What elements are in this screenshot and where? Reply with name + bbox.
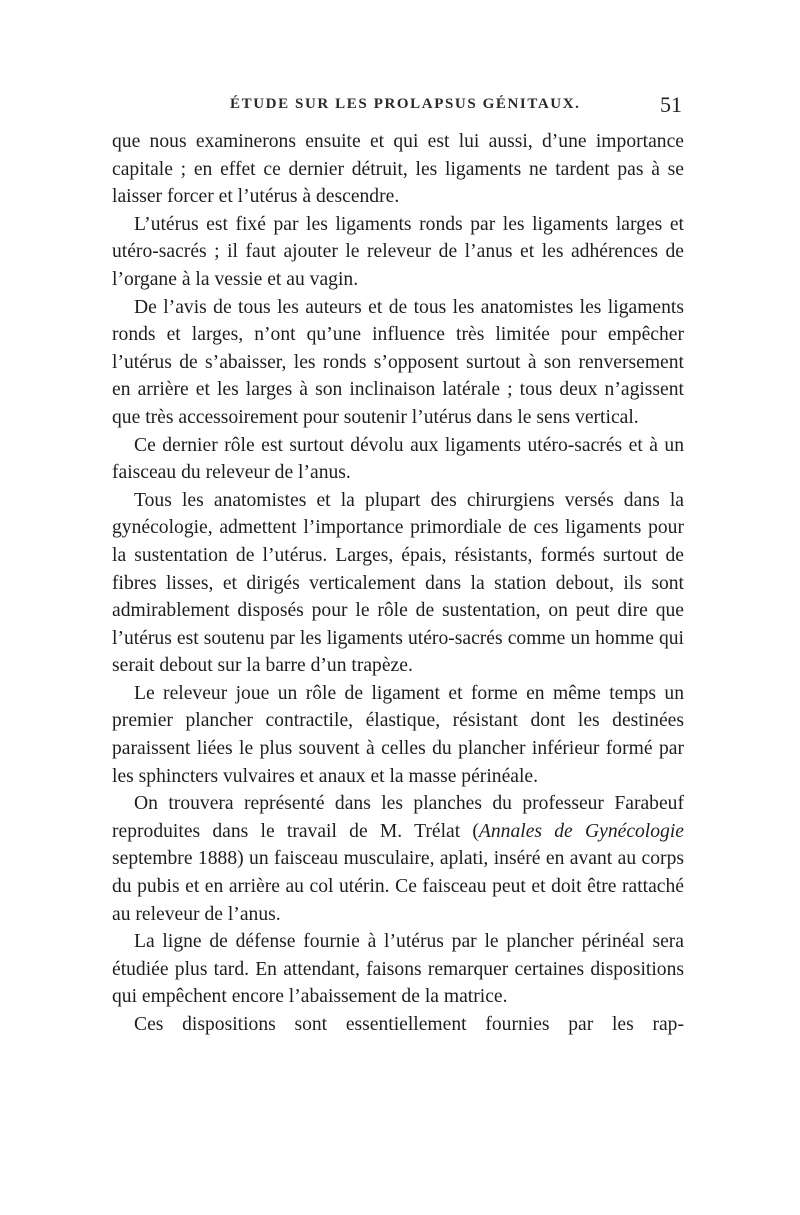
paragraph-2: L’utérus est fixé par les ligaments ronds par les ligaments larges et utéro-sacrés ; il faut ajouter le releveur de l’anus et les adhérences de l’organe à la vessie et au vagin. xyxy=(112,213,684,290)
page-number: 51 xyxy=(660,92,682,117)
paragraph-6: Le releveur joue un rôle de ligament et forme en même temps un premier plancher contractile, élastique, résistant dont les destinées paraissent liées le plus souvent à celles du plancher inférieur formé par les sphincters vulvaires et anaux et la masse périnéale. xyxy=(112,682,684,787)
page-header xyxy=(100,92,690,122)
paragraph-1: que nous examinerons ensuite et qui est lui aussi, d’une importance capitale ; en effet ce dernier détruit, les ligaments ne tardent pas à se laisser forcer et l’utérus à descendre. xyxy=(112,131,684,208)
paragraph-9: Ces dispositions sont essentiellement fournies par les rap- xyxy=(134,1014,684,1035)
paragraph-3: De l’avis de tous les auteurs et de tous les anatomistes les ligaments ronds et larges, n’ont qu’une influence très limitée pour empêcher l’utérus de s’abaisser, les ronds s’opposent surtout à son renversement en arrière et les larges à son inclinaison latérale ; tous deux n’agissent que très accessoirement pour soutenir l’utérus dans le sens vertical. xyxy=(112,296,684,428)
running-title: ÉTUDE SUR LES PROLAPSUS GÉNITAUX. xyxy=(230,96,581,112)
paragraph-7-after: septembre 1888) un faisceau musculaire, aplati, inséré en avant au corps du pubis et en arrière au col utérin. Ce faisceau peut et doit être rattaché au releveur de l’anus. xyxy=(112,848,684,925)
body-text xyxy=(112,128,684,1039)
paragraph-5: Tous les anatomistes et la plupart des chirurgiens versés dans la gynécologie, admettent l’importance primordiale de ces ligaments pour la sustentation de l’utérus. Larges, épais, résistants, formés surtout de fibres lisses, et dirigés verticalement dans la station debout, ils sont admirablement disposés pour le rôle de sustentation, on peut dire que l’utérus est soutenu par les ligaments utéro-sacrés comme un homme qui serait debout sur la barre d’un trapèze. xyxy=(112,489,684,677)
paragraph-7 xyxy=(112,790,684,928)
paragraph-7-before: On trouvera représenté dans les planches du professeur Farabeuf reproduites dans le travail de M. Trélat ( xyxy=(112,793,684,842)
journal-title: Annales de Gynécologie xyxy=(478,820,684,842)
paragraph-4: Ce dernier rôle est surtout dévolu aux ligaments utéro-sacrés et à un faisceau du releveur de l’anus. xyxy=(112,434,684,484)
paragraph-8: La ligne de défense fournie à l’utérus par le plancher périnéal sera étudiée plus tard. En attendant, faisons remarquer certaines dispositions qui empêchent encore l’abaissement de la matrice. xyxy=(112,931,684,1008)
